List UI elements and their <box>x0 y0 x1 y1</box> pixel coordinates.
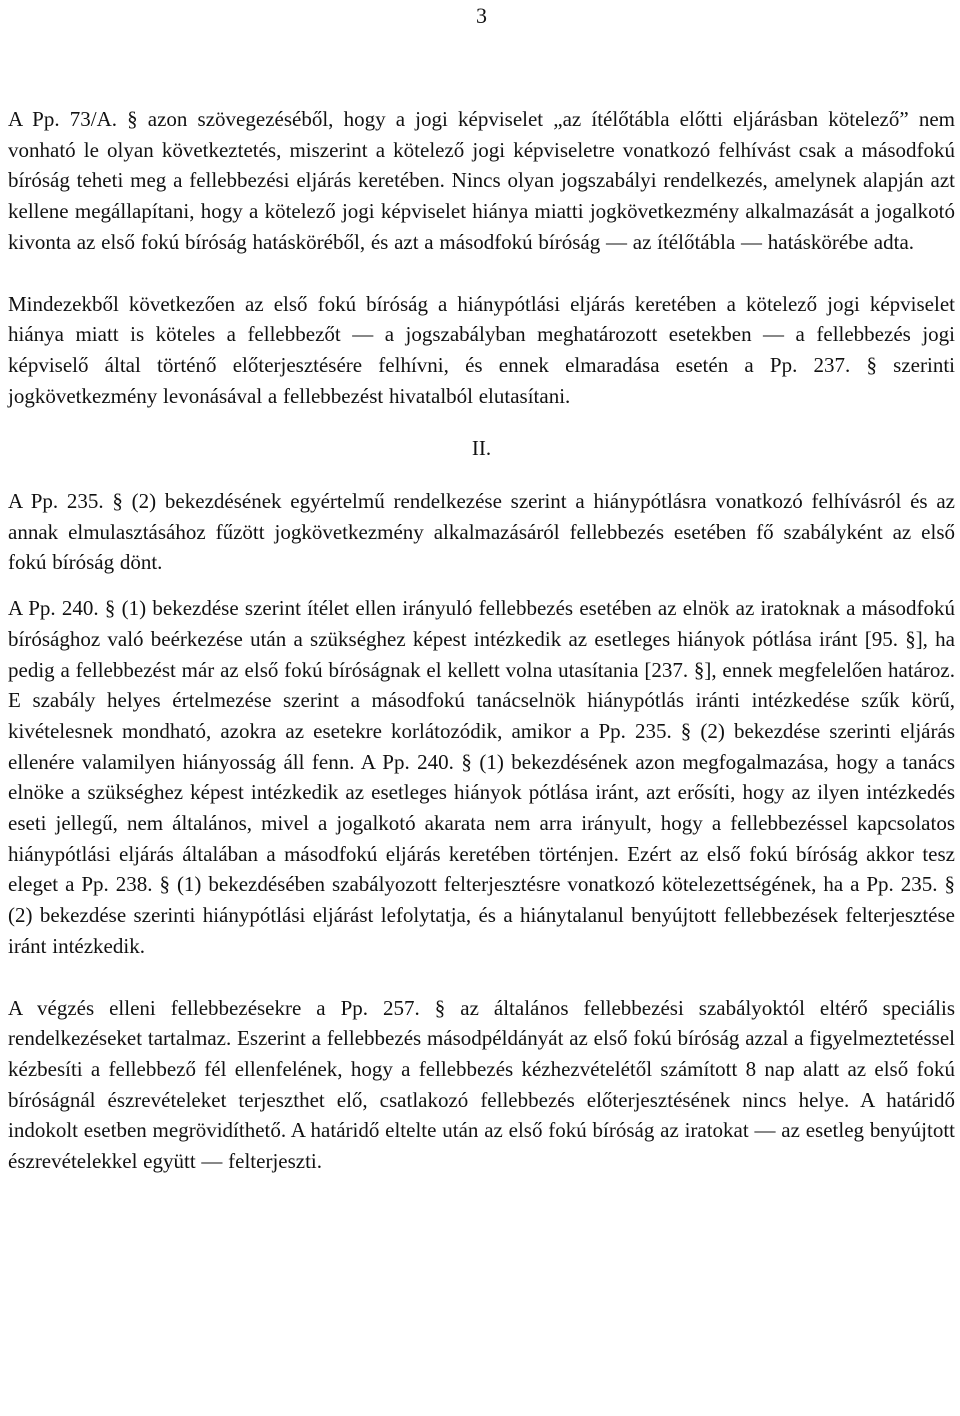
paragraph-4: A Pp. 240. § (1) bekezdése szerint ítélet ellen irányuló fellebbezés esetében az elnök az iratoknak a másodfokú bírósághoz való beérkezése után a szükséghez képest intézkedik az esetleges hiányok pótlása iránt [95. §], ha pedig a fellebbezést már az első fokú bíróságnak el kellett volna utasítania [237. §], ennek megfelelően határoz. E szabály helyes értelmezése szerint a másodfokú tanácselnök hiánypótlás iránti intézkedése szűk körű, kivételesnek mondható, azokra az esetekre korlátozódik, amikor a Pp. 235. § (2) bekezdése szerinti eljárás ellenére valamilyen hiányosság áll fenn. A Pp. 240. § (1) bekezdésének azon megfogalmazása, hogy a tanács elnöke a szükséghez képest intézkedik az esetleges hiányok pótlása iránt, azt erősíti, hogy az ilyen intézkedés eseti jellegű, nem általános, mivel a jogalkotó akarata nem arra irányult, hogy a fellebbezéssel kapcsolatos hiánypótlási eljárás általában a másodfokú eljárás keretében történjen. Ezért az első fokú bíróság akkor tesz eleget a Pp. 238. § (1) bekezdésében szabályozott felterjesztésre vonatkozó kötelezettségének, ha a Pp. 235. § (2) bekezdése szerinti hiánypótlási eljárást lefolytatja, és a hiánytalanul benyújtott fellebbezések felterjesztése iránt intézkedik. <box>8 596 955 958</box>
paragraph-2: Mindezekből következően az első fokú bíróság a hiánypótlási eljárás keretében a kötelező jogi képviselet hiánya miatt is köteles a fellebbezőt — a jogszabályban meghatározott esetekben — a fellebbezés jogi képviselő által történő előterjesztésére felhívni, és ennek elmaradása esetén a Pp. 237. § szerinti jogkövetkezmény levonásával a fellebbezést hivatalból elutasítani. <box>8 291 955 408</box>
page-number: 3 <box>476 3 487 28</box>
paragraph-3: A Pp. 235. § (2) bekezdésének egyértelmű rendelkezése szerint a hiánypótlásra vonatkozó felhívásról és az annak elmulasztásához fűzött jogkövetkezmény alkalmazásáról fellebbezés esetében fő szabályként az első fokú bíróság dönt. <box>8 489 955 575</box>
document-page <box>8 0 955 1416</box>
paragraph-5: A végzés elleni fellebbezésekre a Pp. 257. § az általános fellebbezési szabályoktól eltérő speciális rendelkezéseket tartalmaz. Eszerint a fellebbezés másodpéldányát az első fokú bíróság azzal a figyelmeztetéssel kézbesíti a fellebbező fél ellenfelének, hogy a fellebbezés kézhezvételétől számított 8 nap alatt az első fokú bíróságnál észrevételeket terjeszthet elő, csatlakozó fellebbezés előterjesztésének nincs helye. A határidő indokolt esetben megrövidíthető. A határidő eltelte után az első fokú bíróság az iratokat — az esetleg benyújtott észrevételekkel együtt — felterjeszti. <box>8 995 955 1174</box>
paragraph-1: A Pp. 73/A. § azon szövegezéséből, hogy a jogi képviselet „az ítélőtábla előtti eljárásban kötelező” nem vonható le olyan következtetés, miszerint a kötelező jogi képviseletre vonatkozó felhívást csak a másodfokú bíróság teheti meg a fellebbezési eljárás keretében. Nincs olyan jogszabályi rendelkezés, amelynek alapján azt kellene megállapítani, hogy a kötelező jogi képviselet hiánya miatti jogkövetkezmény alkalmazását a jogalkotó kivonta az első fokú bíróság hatásköréből, és azt a másodfokú bíróság — az ítélőtábla — hatáskörébe adta. <box>8 107 955 254</box>
document-body <box>8 104 955 1177</box>
section-heading: II. <box>471 436 492 461</box>
